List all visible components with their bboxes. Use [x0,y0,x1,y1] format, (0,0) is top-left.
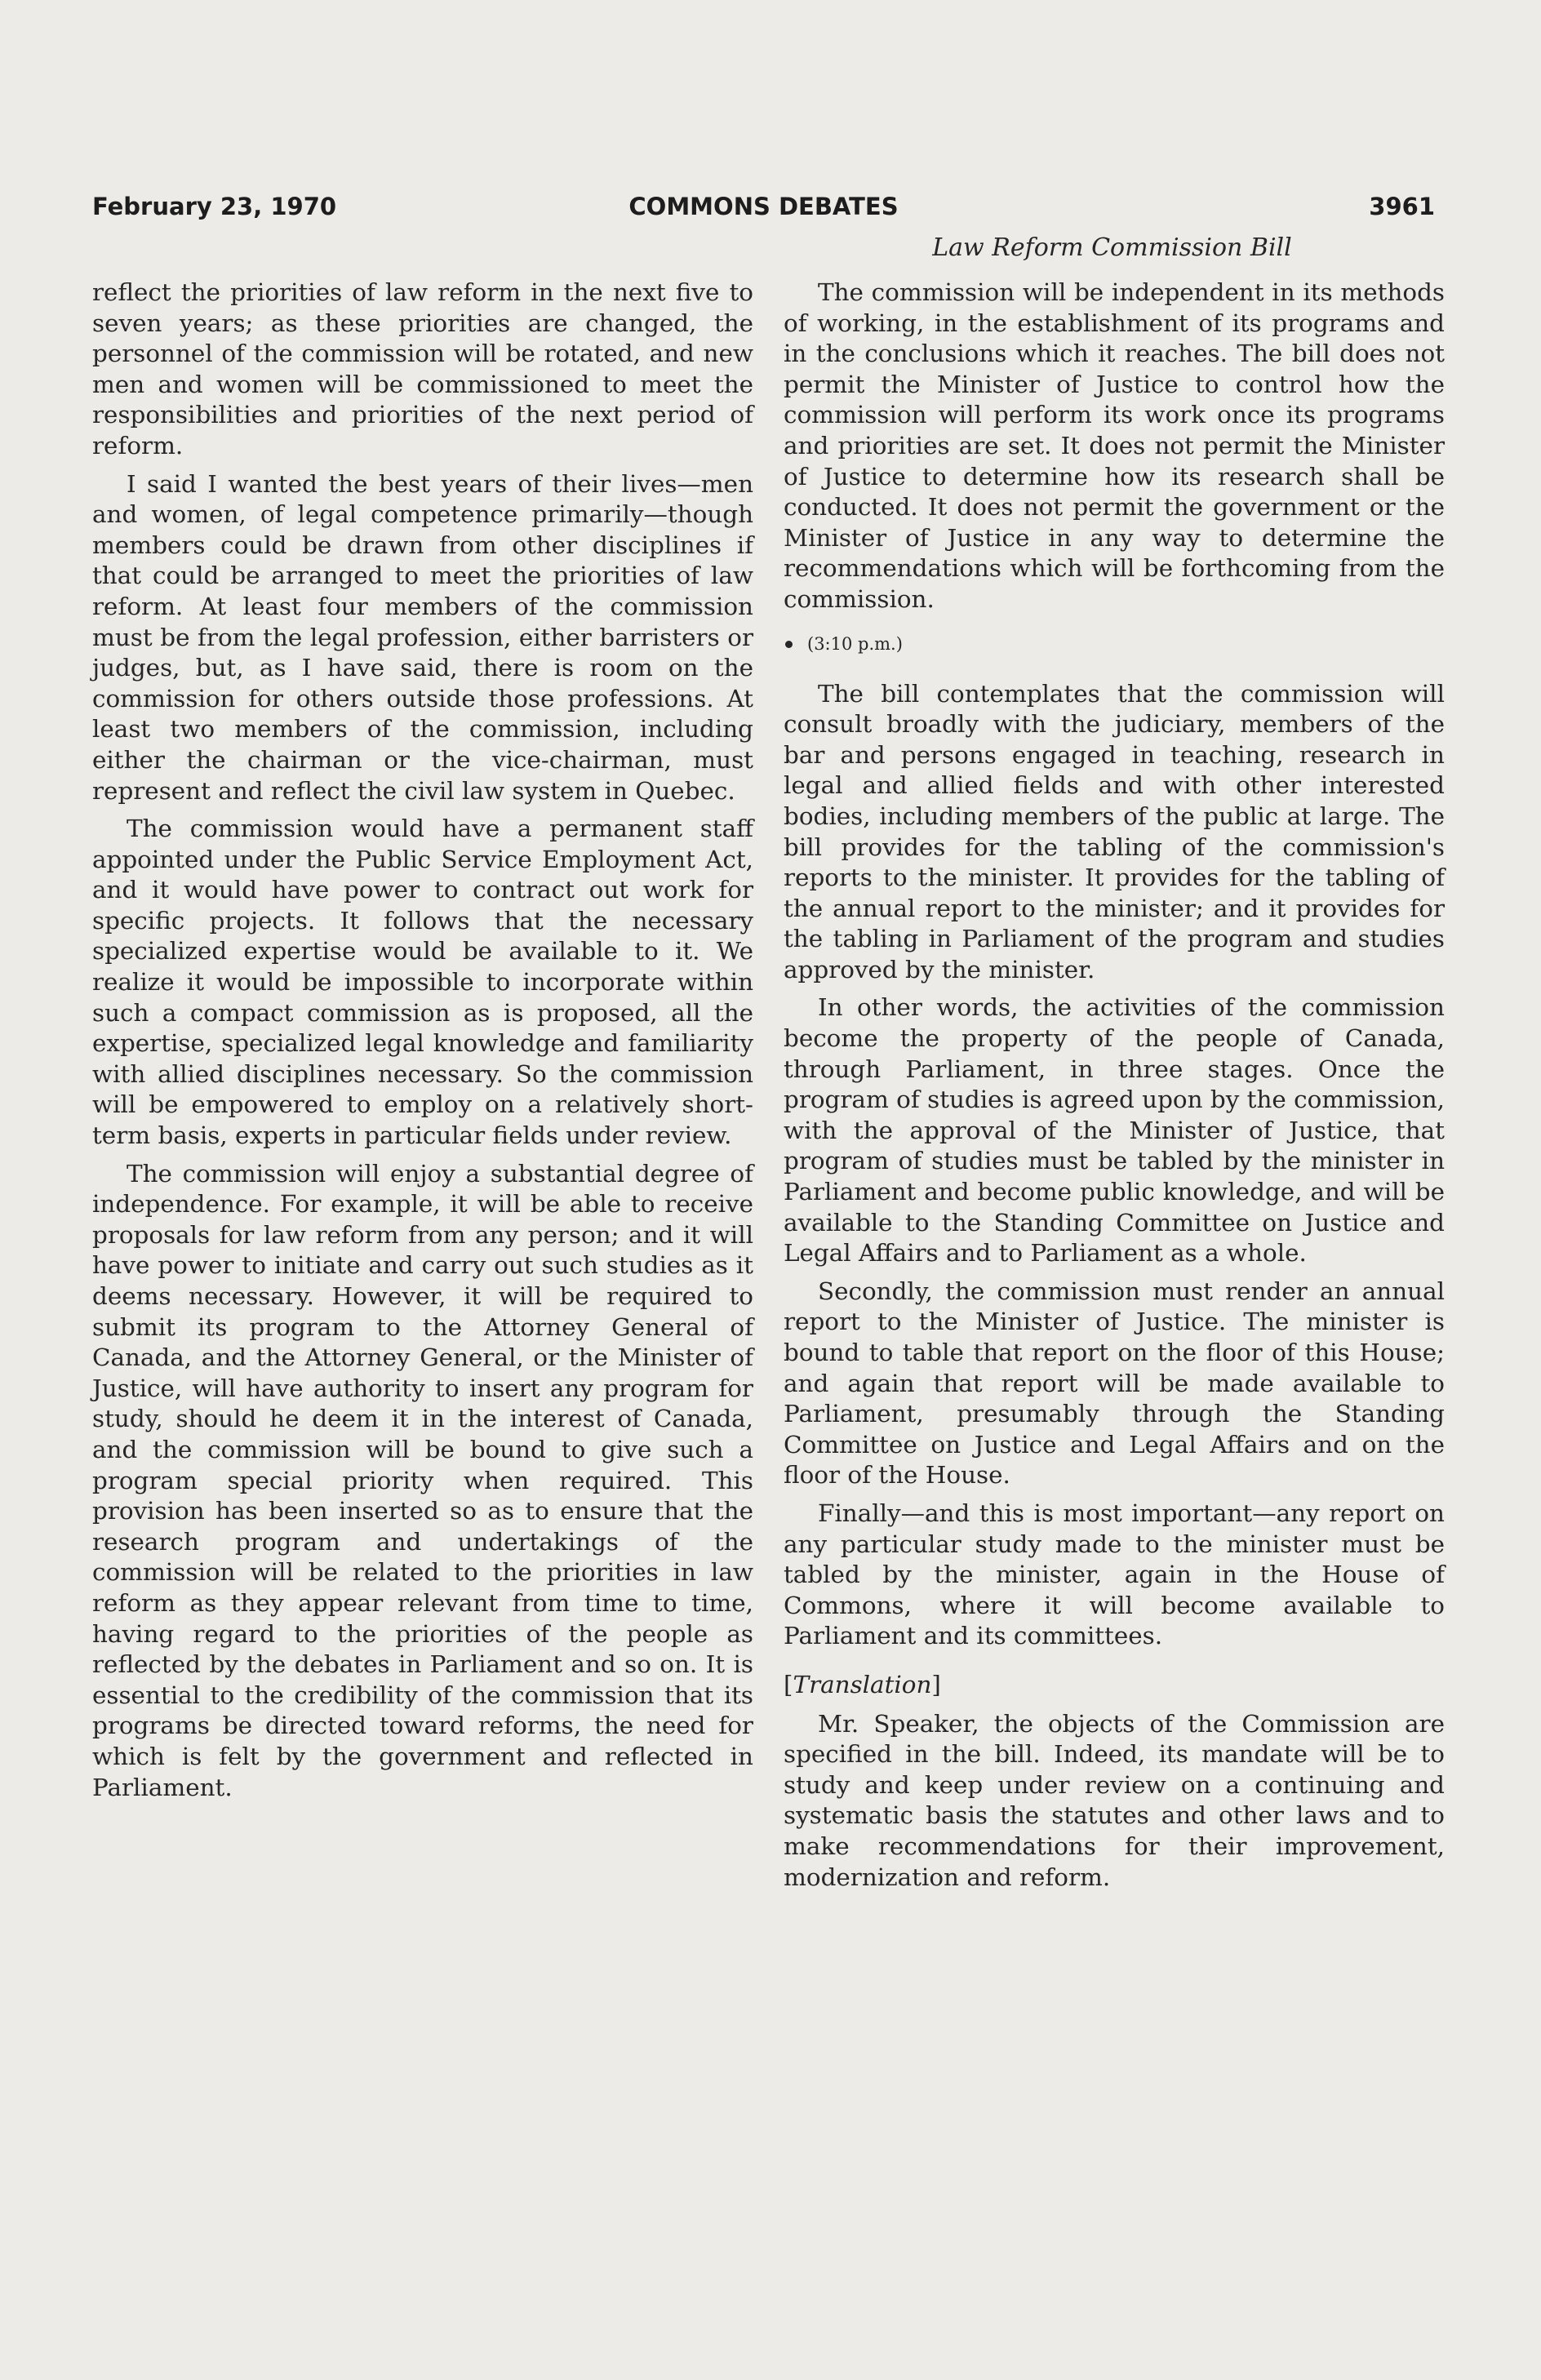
bullet-icon [785,641,793,648]
translation-label-text: Translation [793,1670,932,1698]
paragraph: Secondly, the commission must render an annual report to the Minister of Justice. The minister is bound to table that report on the floor of this House; and again that report will be made available to Parliament, presumably through the Standing Committee on Justice and Legal Affairs and on the floor of the House. [784,1277,1445,1490]
publication-title: COMMONS DEBATES [628,193,899,220]
paragraph: I said I wanted the best years of their lives—men and women, of legal competence primarily—though members could be drawn from other disciplines if that could be arranged to meet the priorities of law reform. At least four members of the commission must be from the legal profession, either barristers or judges, but, as I have said, there is room on the commission for others outside those professions. At least two members of the commission, including either the chairman or the vice-chairman, must represent and reflect the civil law system in Quebec. [92,469,753,805]
paragraph: Finally—and this is most important—any report on any particular study made to the minister must be tabled by the minister, again in the House of Commons, where it will become available to Parliament and its committees. [784,1499,1445,1650]
right-column [784,278,1445,1900]
paragraph: reflect the priorities of law reform in the next five to seven years; as these priorities are changed, the personnel of the commission will be rotated, and new men and women will be commissioned to meet the responsibilities and priorities of the next period of reform. [92,278,753,460]
timestamp-text: (3:10 p.m.) [807,633,903,654]
left-column [92,278,753,1810]
timestamp-marker [784,632,1445,656]
paragraph: The commission would have a permanent staff appointed under the Public Service Employment Act, and it would have power to contract out work for specific projects. It follows that the necessary specialized expertise would be available to it. We realize it would be impossible to incorporate within such a compact commission as is proposed, all the expertise, specialized legal knowledge and familiarity with allied disciplines necessary. So the commission will be empowered to employ on a relatively short-term basis, experts in particular fields under review. [92,815,753,1150]
section-subject: Law Reform Commission Bill [932,233,1292,262]
paragraph: The commission will enjoy a substantial degree of independence. For example, it will be able to receive proposals for law reform from any person; and it will have power to initiate and carry out such studies as it deems necessary. However, it will be required to submit its program to the Attorney General of Canada, and the Attorney General, or the Minister of Justice, will have authority to insert any program for study, should he deem it in the interest of Canada, and the commission will be bound to give such a program special priority when required. This provision has been inserted so as to ensure that the research program and undertakings of the commission will be related to the priorities in law reform as they appear relevant from time to time, having regard to the priorities of the people as reflected by the debates in Parliament and so on. It is essential to the credibility of the commission that its programs be directed toward reforms, the need for which is felt by the government and reflected in Parliament. [92,1159,753,1801]
translation-label: [Translation] [784,1670,941,1698]
paragraph: Mr. Speaker, the objects of the Commission are specified in the bill. Indeed, its mandate will be to study and keep under review on a continuing and systematic basis the statutes and other laws and to make recommendations for their improvement, modernization and reform. [784,1709,1445,1891]
paragraph: The bill contemplates that the commission will consult broadly with the judiciary, members of the bar and persons engaged in teaching, research in legal and allied fields and with other interested bodies, including members of the public at large. The bill provides for the tabling of the commission's reports to the minister. It provides for the tabling of the annual report to the minister; and it provides for the tabling in Parliament of the program and studies approved by the minister. [784,679,1445,984]
page-number: 3961 [1369,193,1435,220]
paragraph: In other words, the activities of the commission become the property of the people of Canada, through Parliament, in three stages. Once the program of studies is agreed upon by the commission, with the approval of the Minister of Justice, that program of studies must be tabled by the minister in Parliament and become public knowledge, and will be available to the Standing Committee on Justice and Legal Affairs and to Parliament as a whole. [784,993,1445,1268]
header-date: February 23, 1970 [92,193,337,220]
running-head [92,193,1435,229]
paragraph: The commission will be independent in its methods of working, in the establishment of its programs and in the conclusions which it reaches. The bill does not permit the Minister of Justice to control how the commission will perform its work once its programs and priorities are set. It does not permit the Minister of Justice to determine how its research shall be conducted. It does not permit the government or the Minister of Justice in any way to determine the recommendations which will be forthcoming from the commission. [784,278,1445,613]
